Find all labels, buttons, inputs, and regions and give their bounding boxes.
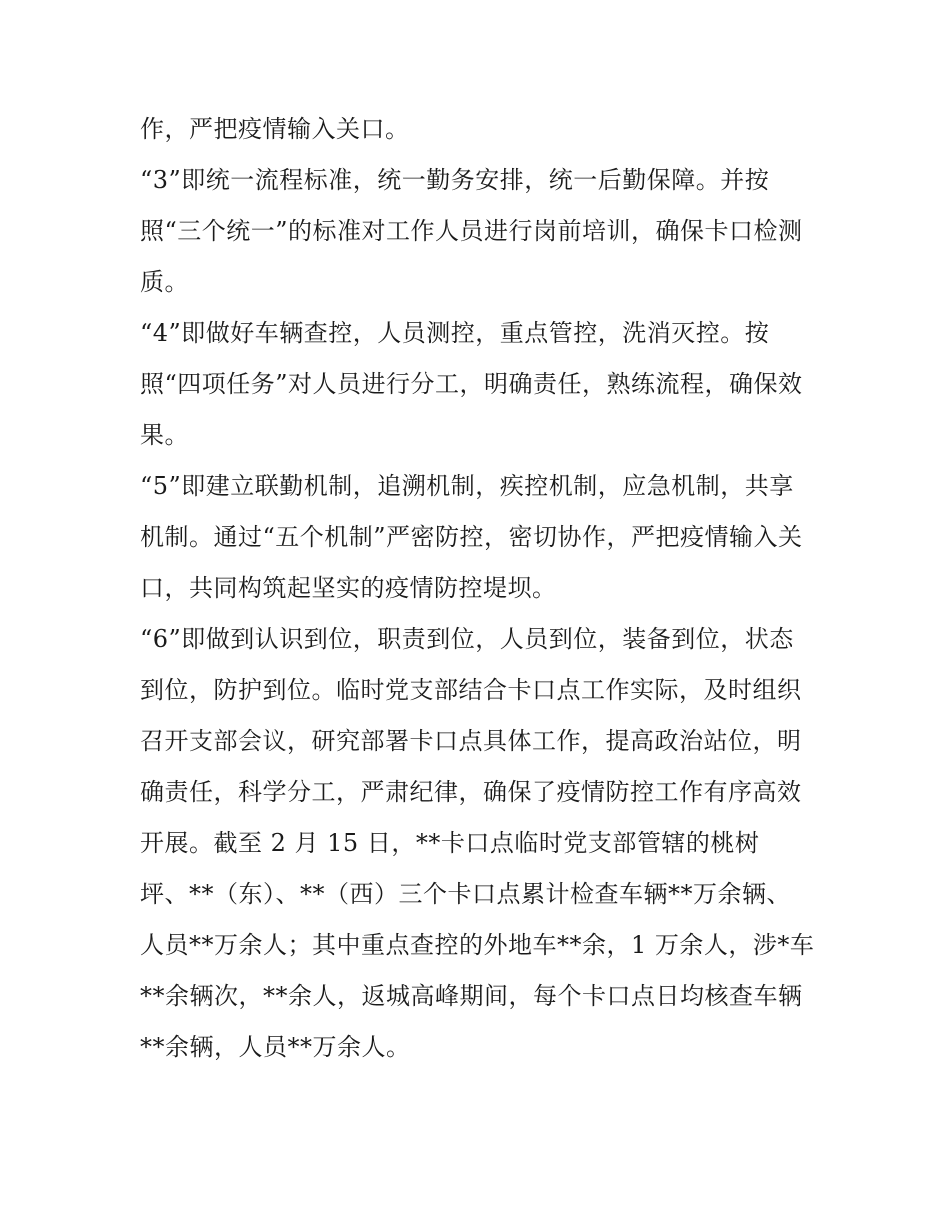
- text-line: 召开支部会议，研究部署卡口点具体工作，提高政治站位，明: [140, 727, 802, 755]
- text-line: 果。: [140, 421, 189, 449]
- text-line: 照“四项任务”对人员进行分工，明确责任，熟练流程，确保效: [140, 370, 803, 398]
- text-line: “3”即统一流程标准，统一勤务安排，统一后勤保障。并按: [140, 166, 770, 194]
- text-line: 口，共同构筑起坚实的疫情防控堤坝。: [140, 574, 557, 602]
- text-line: **余辆，人员**万余人。: [140, 1033, 411, 1061]
- text-line: 作，严把疫情输入关口。: [140, 115, 410, 143]
- text-line: “5”即建立联勤机制，追溯机制，疾控机制，应急机制，共享: [140, 472, 794, 500]
- text-line: 开展。截至 2 月 15 日，**卡口点临时党支部管辖的桃树: [140, 829, 760, 857]
- text-line: 人员**万余人；其中重点查控的外地车**余，1 万余人，涉*车: [140, 931, 815, 959]
- text-line: “6”即做到认识到位，职责到位，人员到位，装备到位，状态: [140, 625, 794, 653]
- text-line: **余辆次，**余人，返城高峰期间，每个卡口点日均核查车辆: [140, 982, 803, 1010]
- text-line: 质。: [140, 268, 189, 296]
- document-body: [140, 104, 820, 1073]
- text-line: 到位，防护到位。临时党支部结合卡口点工作实际，及时组织: [140, 676, 802, 704]
- text-line: 坪、**（东）、**（西）三个卡口点累计检查车辆**万余辆、: [140, 880, 791, 908]
- text-line: 机制。通过“五个机制”严密防控，密切协作，严把疫情输入关: [140, 523, 803, 551]
- text-line: “4”即做好车辆查控，人员测控，重点管控，洗消灭控。按: [140, 319, 770, 347]
- text-line: 确责任，科学分工，严肃纪律，确保了疫情防控工作有序高效: [140, 778, 802, 806]
- text-line: 照“三个统一”的标准对工作人员进行岗前培训，确保卡口检测: [140, 217, 803, 245]
